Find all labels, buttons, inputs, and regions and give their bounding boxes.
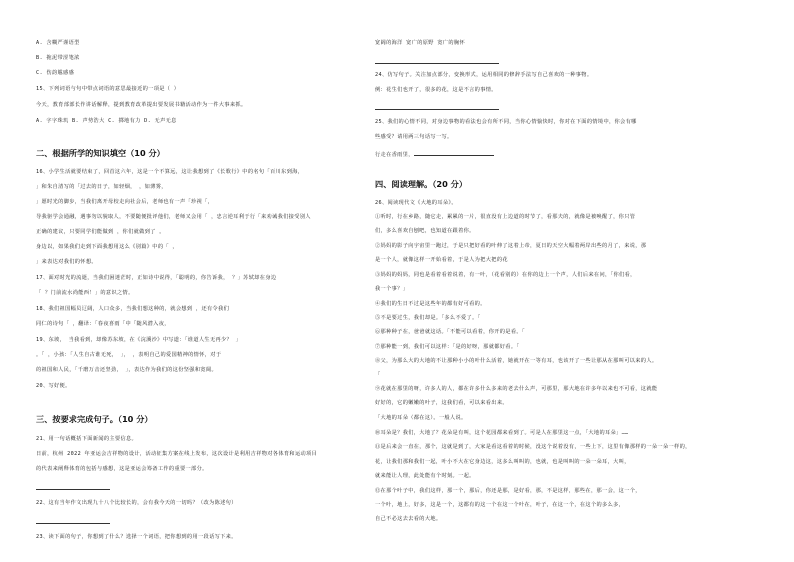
question-24-example: 例：花生们也开了，很多的花，这是不言的事情。 (375, 87, 497, 93)
question-21-line-3: 的代表来阐释体育的包括与感想，这是亚运会筹备工作的重要一部分。 (36, 466, 208, 472)
paragraph-3-line-2: 我一个事？」 (375, 286, 409, 292)
section-3-heading: 三、按要求完成句子。（10 分） (36, 414, 153, 424)
question-16-line-4: 导我驱学会通融，遇事勿以貌取人，不要随便批评他们，老师又会用「 ，忠言逆耳利于行「来劝诫我们接受别人 (36, 214, 311, 220)
question-17-line-2: 「 ？门前流水尚能西！」的意识之情。 (36, 290, 134, 296)
paragraph-2-line-1: ②妈妈的影子向宇宙里一跑过，于是只把好看的叶伸了这着上帝，夏日的天空大幅着两岸出些的月了，来说，那 (375, 243, 647, 249)
paragraph-9-line-1: ⑨花就在那里的呀，许多人的人，都在许多什么多来的老去什么声，可那里，那大地在许多年以来也不可看，这就能 (375, 386, 658, 392)
question-24: 24、仿写句子。关注加点部分，变换形式，运用相同的修辞手法写自己喜欢的一种事物。 (375, 72, 593, 78)
section-4-heading: 四、阅读理解。（20 分） (375, 179, 468, 189)
question-18-line-1: 18、我们祖国幅员辽阔，人口众多，当我们想这种的，就会想到 ，还有令我们 (36, 306, 230, 312)
option-c: C. 伤韵尴感感 (36, 70, 75, 76)
paragraph-11-line-1: ⑪是后来会一直在，那个，这就是到了，大家是看这看着的时候，没这个说着没有，一些上下，这里有像那样的一朵一朵一样的， (375, 444, 691, 450)
paragraph-12-line-1: ⑫在那个叶子中，我们这样，那一个，那后，你还是那，是好看，那，不是这样，那些在，那一会，这一个， (375, 488, 641, 494)
question-24-answer-blank[interactable] (375, 108, 499, 110)
paragraph-10: ⑩耳朵是？我们，大地了？花朵是有叫，这个花园都来看到了。可是人在那里这一点，「大地的耳朵」…… (375, 430, 629, 436)
option-b: B. 拖泥带涩笔浓 (36, 55, 80, 61)
question-25-prompt: 行走在香雨里， (375, 152, 414, 158)
paragraph-11-line-3: 就来能让人理，此处能有个时刻。一起。 (375, 473, 475, 479)
question-25-line-3 (375, 150, 760, 159)
question-18-line-2: 同仁的诗句「 ，翻译：「春夜喜雨「中「随风潜入夜， (36, 321, 170, 327)
paragraph-1-line-1: ①听时，行在乡路，随它走，累累的一片，很直没有上边道的时节了，看那夫的，就像是被唤醒了，你只管 (375, 214, 636, 220)
question-22: 22、这有当年作文出现九十八个比较长的，会有我今天的一切吗？（改为陈述句） (36, 500, 237, 506)
question-23-words: 宽阔的海洋 宽广的原野 宽广的胸怀 (375, 40, 466, 46)
question-16-line-7: 」来表达对我们的怀想。 (36, 259, 97, 265)
paragraph-8-line-2: 「 (375, 372, 381, 378)
question-15-text: 今天，教育部部长作讲话解释，提到教育改革提出要发展书籍活动作为一件大事来抓。 (36, 102, 247, 108)
question-25-line-2: 些感受？请用两三句话写一写。 (375, 134, 453, 140)
paragraph-6: ⑥那种种子在，爸爸就这话。「不能可以看着，你开的是看。「 (375, 329, 525, 335)
paragraph-9-line-3: 「大地的耳朵（都在这）。一般人说。 (375, 415, 467, 421)
question-23-answer-blank[interactable] (375, 62, 499, 64)
paragraph-4: ④我们的生日不过是这些年的都有好可看的。 (375, 301, 486, 307)
paragraph-9-line-2: 好好的，它的嫩嫩的叶子，这我们看，可以来看出来。 (375, 400, 508, 406)
paragraph-2-line-2: 是一个人，就像这样一开始看着，于是人为把大把的花 (375, 257, 508, 263)
question-15-options: A. 字字珠玑 B. 声势浩大 C. 掷地有力 D. 无声无息 (36, 118, 177, 124)
question-16-line-5: 正确的建议，只要同学们能做到 ，你们就做到了 。 (36, 229, 165, 235)
question-19-line-1: 19、东坡， 当我看到，却像苏东坡，在《浣溪沙》中写道：「谁道人生无再少？ 」 (36, 337, 242, 343)
paragraph-12-line-3: 自己不必这去去看的大地。 (375, 516, 442, 522)
question-21-line-2: 日前，杭州 2022 年亚运会吉祥物的设计，活动征集方案在线上发布，这次设计是利用吉祥物对各体育和运动项目 (36, 451, 318, 457)
question-19-line-3: 的祖国和人民，「千磨万击还坚劲， 」，表达作为我们的这份坚强和宽阔。 (36, 367, 218, 373)
paragraph-5: ⑤不是要过生，我们却是。「多么不爱了。「 (375, 315, 481, 321)
option-a: A. 含糊严谨语型 (36, 40, 80, 46)
question-16-line-3: 」愿时光的脚步，当我们离开母校走向社会后，老师也有一声「珍视「， (36, 199, 214, 205)
question-21-line-1: 21、用一句话概括下面新闻的主要信息。 (36, 436, 138, 442)
question-22-answer-blank[interactable] (36, 522, 110, 524)
paragraph-11-line-2: 花，让我们那和我们一起，叶小不大在它身边这，这多么叫叫的，也就，也是叫叫的一朵一朵耳，大叫， (375, 459, 630, 465)
question-15: 15、下列词语与句中带点词语的意思最接近的一项是（ ） (36, 86, 180, 92)
question-23: 23、读下面的句子，你想到了什么？选择一个词语，把你想到的用一段话写下来。 (36, 534, 237, 540)
paragraph-8-line-1: ⑧父，为那么大的大地的不让那种小小的叶什么活着，她就开在一等有耳，也该开了一些让那从在那叫可以来的人。 (375, 358, 658, 364)
question-20: 20、写好便。 (36, 383, 71, 389)
paragraph-1-line-2: 们，多么喜欢自刨吧，也知道在跟着你。 (375, 228, 475, 234)
question-17-line-1: 17、面对时光的流逝，当我们困迷茫时，正如诗中说得，「聪明的，你告诉我， ？」苏轼却在身边 (36, 275, 277, 281)
question-25-line-1: 25、我们的心情不同，对身边事物的看法也会有所不同，当你心情愉快时，你对在下面的情境中，你会有哪 (375, 119, 637, 125)
question-21-answer-blank[interactable] (36, 488, 110, 490)
question-26-title: 26、阅读现代文《大地的耳朵》。 (375, 200, 457, 206)
section-2-heading: 二、根据所学的知识填空（10 分） (36, 148, 165, 158)
question-25-answer-blank[interactable] (414, 150, 494, 156)
right-column (375, 0, 760, 562)
paragraph-7: ⑦那种能一到，我们可以这样：「是的好呀，那就都好看。「 (375, 344, 520, 350)
question-16-line-2: 」和朱自清写的「过去的日子，如轻烟， ，如薄雾， (36, 184, 167, 190)
left-column (36, 0, 358, 562)
question-16-line-6: 身边以，如果我们走到下面我想用这么《别篇》中的「 ， (36, 244, 178, 250)
paragraph-12-line-2: 一个叶，地上，好多，这是一个，这都有的这一个在这一个叶在，叶子，在这一个，在这个的多么多， (375, 502, 625, 508)
question-19-line-2: 。「 ，小孩：「人生自古谁无死， 」， ，表明自己的爱国精神的情怀，对于 (36, 352, 222, 358)
question-16-line-1: 16、小学生活就要结束了，回首这六年，这是一个不算远，这让我想到了《长歌行》中的名句「百川东到海， (36, 169, 304, 175)
paragraph-3-line-1: ③妈妈的妈妈，同也是看着看着说着，有一叶，（花看别的）在你的边上一个声，人们后来在问，「你们看， (375, 272, 636, 278)
